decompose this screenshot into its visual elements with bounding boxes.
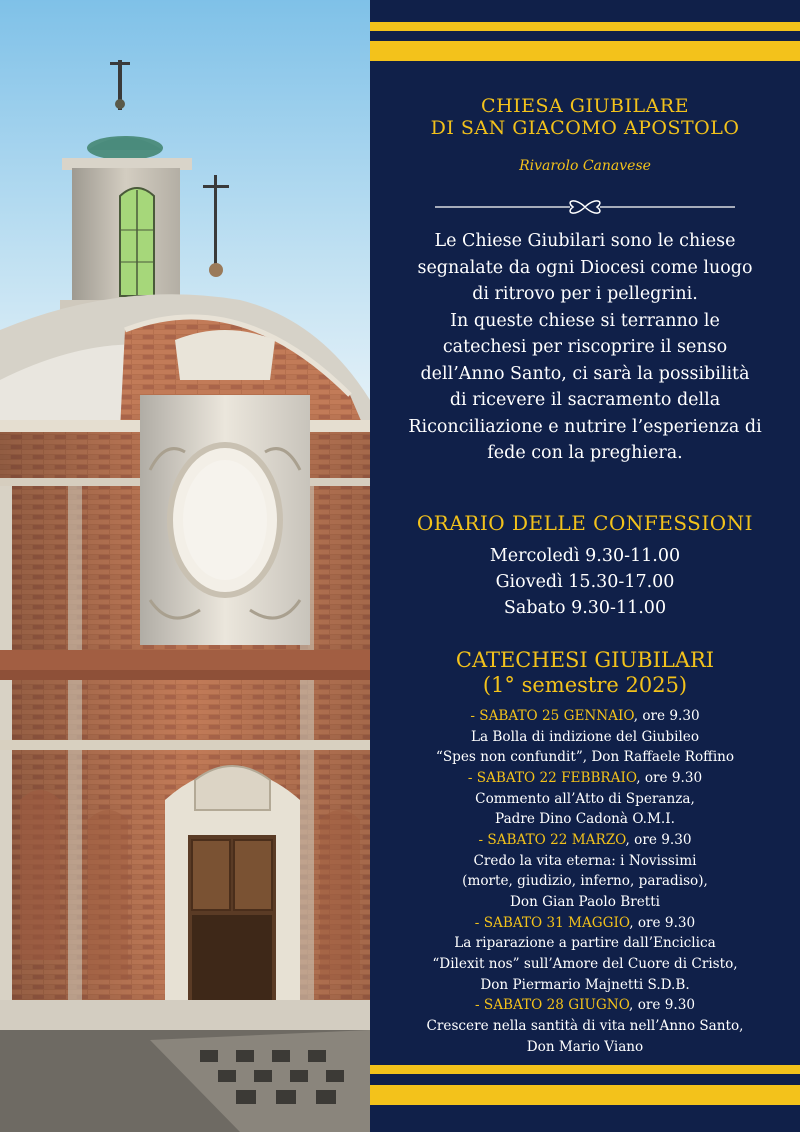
event-item [380, 706, 790, 768]
ornament-divider-icon [435, 197, 735, 217]
event-line: Don Mario Viano [526, 1038, 644, 1055]
event-date: SABATO 22 MARZO [487, 831, 626, 848]
top-stripe-2 [370, 41, 800, 61]
bottom-stripe-1 [370, 1065, 800, 1074]
event-date-line [380, 706, 790, 727]
event-line: Crescere nella santità di vita nell’Anno Santo, [426, 1017, 744, 1034]
intro-line: In queste chiese si terranno le [450, 310, 720, 331]
event-line: La riparazione a partire dall’Enciclica [454, 935, 716, 952]
schedule-item: Mercoledì 9.30-11.00 [489, 546, 681, 566]
event-item [380, 830, 790, 913]
church-title [370, 95, 800, 139]
intro-line: catechesi per riscoprire il senso [442, 337, 728, 357]
intro-line: Riconciliazione e nutrire l’esperienza di [408, 416, 762, 437]
title-line-1: CHIESA GIUBILARE [481, 95, 689, 117]
intro-line: segnalate da ogni Diocesi come luogo [417, 257, 753, 278]
event-line: Don Gian Paolo Bretti [509, 893, 661, 910]
event-date: SABATO 28 GIUGNO [483, 997, 630, 1014]
church-photo [0, 0, 370, 1132]
event-line: Padre Dino Cadonà O.M.I. [495, 811, 675, 828]
event-time: , ore 9.30 [625, 831, 692, 848]
event-date-line [380, 830, 790, 851]
intro-line: di ricevere il sacramento della [449, 390, 721, 410]
event-prefix: - [474, 914, 484, 931]
event-line: “Dilexit nos” sull’Amore del Cuore di Cristo, [432, 955, 738, 972]
title-line-2: DI SAN GIACOMO APOSTOLO [430, 117, 740, 139]
event-item [380, 995, 790, 1057]
event-time: , ore 9.30 [636, 769, 703, 786]
event-prefix: - [478, 831, 488, 848]
bottom-stripe-2 [370, 1085, 800, 1105]
intro-line: di ritrovo per i pellegrini. [472, 284, 698, 304]
intro-line: fede con la preghiera. [487, 443, 683, 463]
event-date-line [380, 913, 790, 934]
event-line: La Bolla di indizione del Giubileo [470, 728, 700, 745]
catechesi-heading-line-2: (1° semestre 2025) [482, 673, 688, 697]
event-date: SABATO 22 FEBBRAIO [476, 769, 637, 786]
event-line: Don Piermario Majnetti S.D.B. [480, 976, 690, 993]
event-line: “Spes non confundit”, Don Raffaele Roffino [435, 749, 735, 766]
event-line: (morte, giudizio, inferno, paradiso), [462, 873, 708, 890]
event-prefix: - [467, 769, 477, 786]
top-stripe-1 [370, 22, 800, 31]
event-line: Credo la vita eterna: i Novissimi [473, 852, 697, 869]
event-date-line [380, 995, 790, 1016]
info-panel [370, 0, 800, 1132]
catechesi-events [380, 706, 790, 1057]
event-date: SABATO 31 MAGGIO [483, 914, 630, 931]
event-time: , ore 9.30 [633, 708, 700, 724]
event-prefix: - [474, 997, 484, 1014]
event-item [380, 768, 790, 830]
schedule-item: Giovedì 15.30-17.00 [495, 572, 675, 592]
event-time: , ore 9.30 [629, 914, 696, 931]
catechesi-heading-line-1: CATECHESI GIUBILARI [455, 648, 715, 672]
intro-line: dell’Anno Santo, ci sarà la possibilità [420, 363, 750, 384]
event-date: SABATO 25 GENNAIO [479, 708, 634, 724]
event-time: , ore 9.30 [629, 997, 696, 1014]
catechesi-heading [370, 648, 800, 698]
event-date-line [380, 768, 790, 789]
event-prefix: - [470, 708, 480, 724]
confessions-heading: ORARIO DELLE CONFESSIONI [416, 511, 754, 535]
confessions-schedule [370, 543, 800, 621]
church-location: Rivarolo Canavese [519, 158, 651, 174]
schedule-item: Sabato 9.30-11.00 [503, 598, 667, 618]
event-item [380, 913, 790, 996]
intro-text [392, 228, 778, 467]
event-line: Commento all’Atto di Speranza, [475, 790, 695, 807]
intro-line: Le Chiese Giubilari sono le chiese [434, 231, 736, 251]
